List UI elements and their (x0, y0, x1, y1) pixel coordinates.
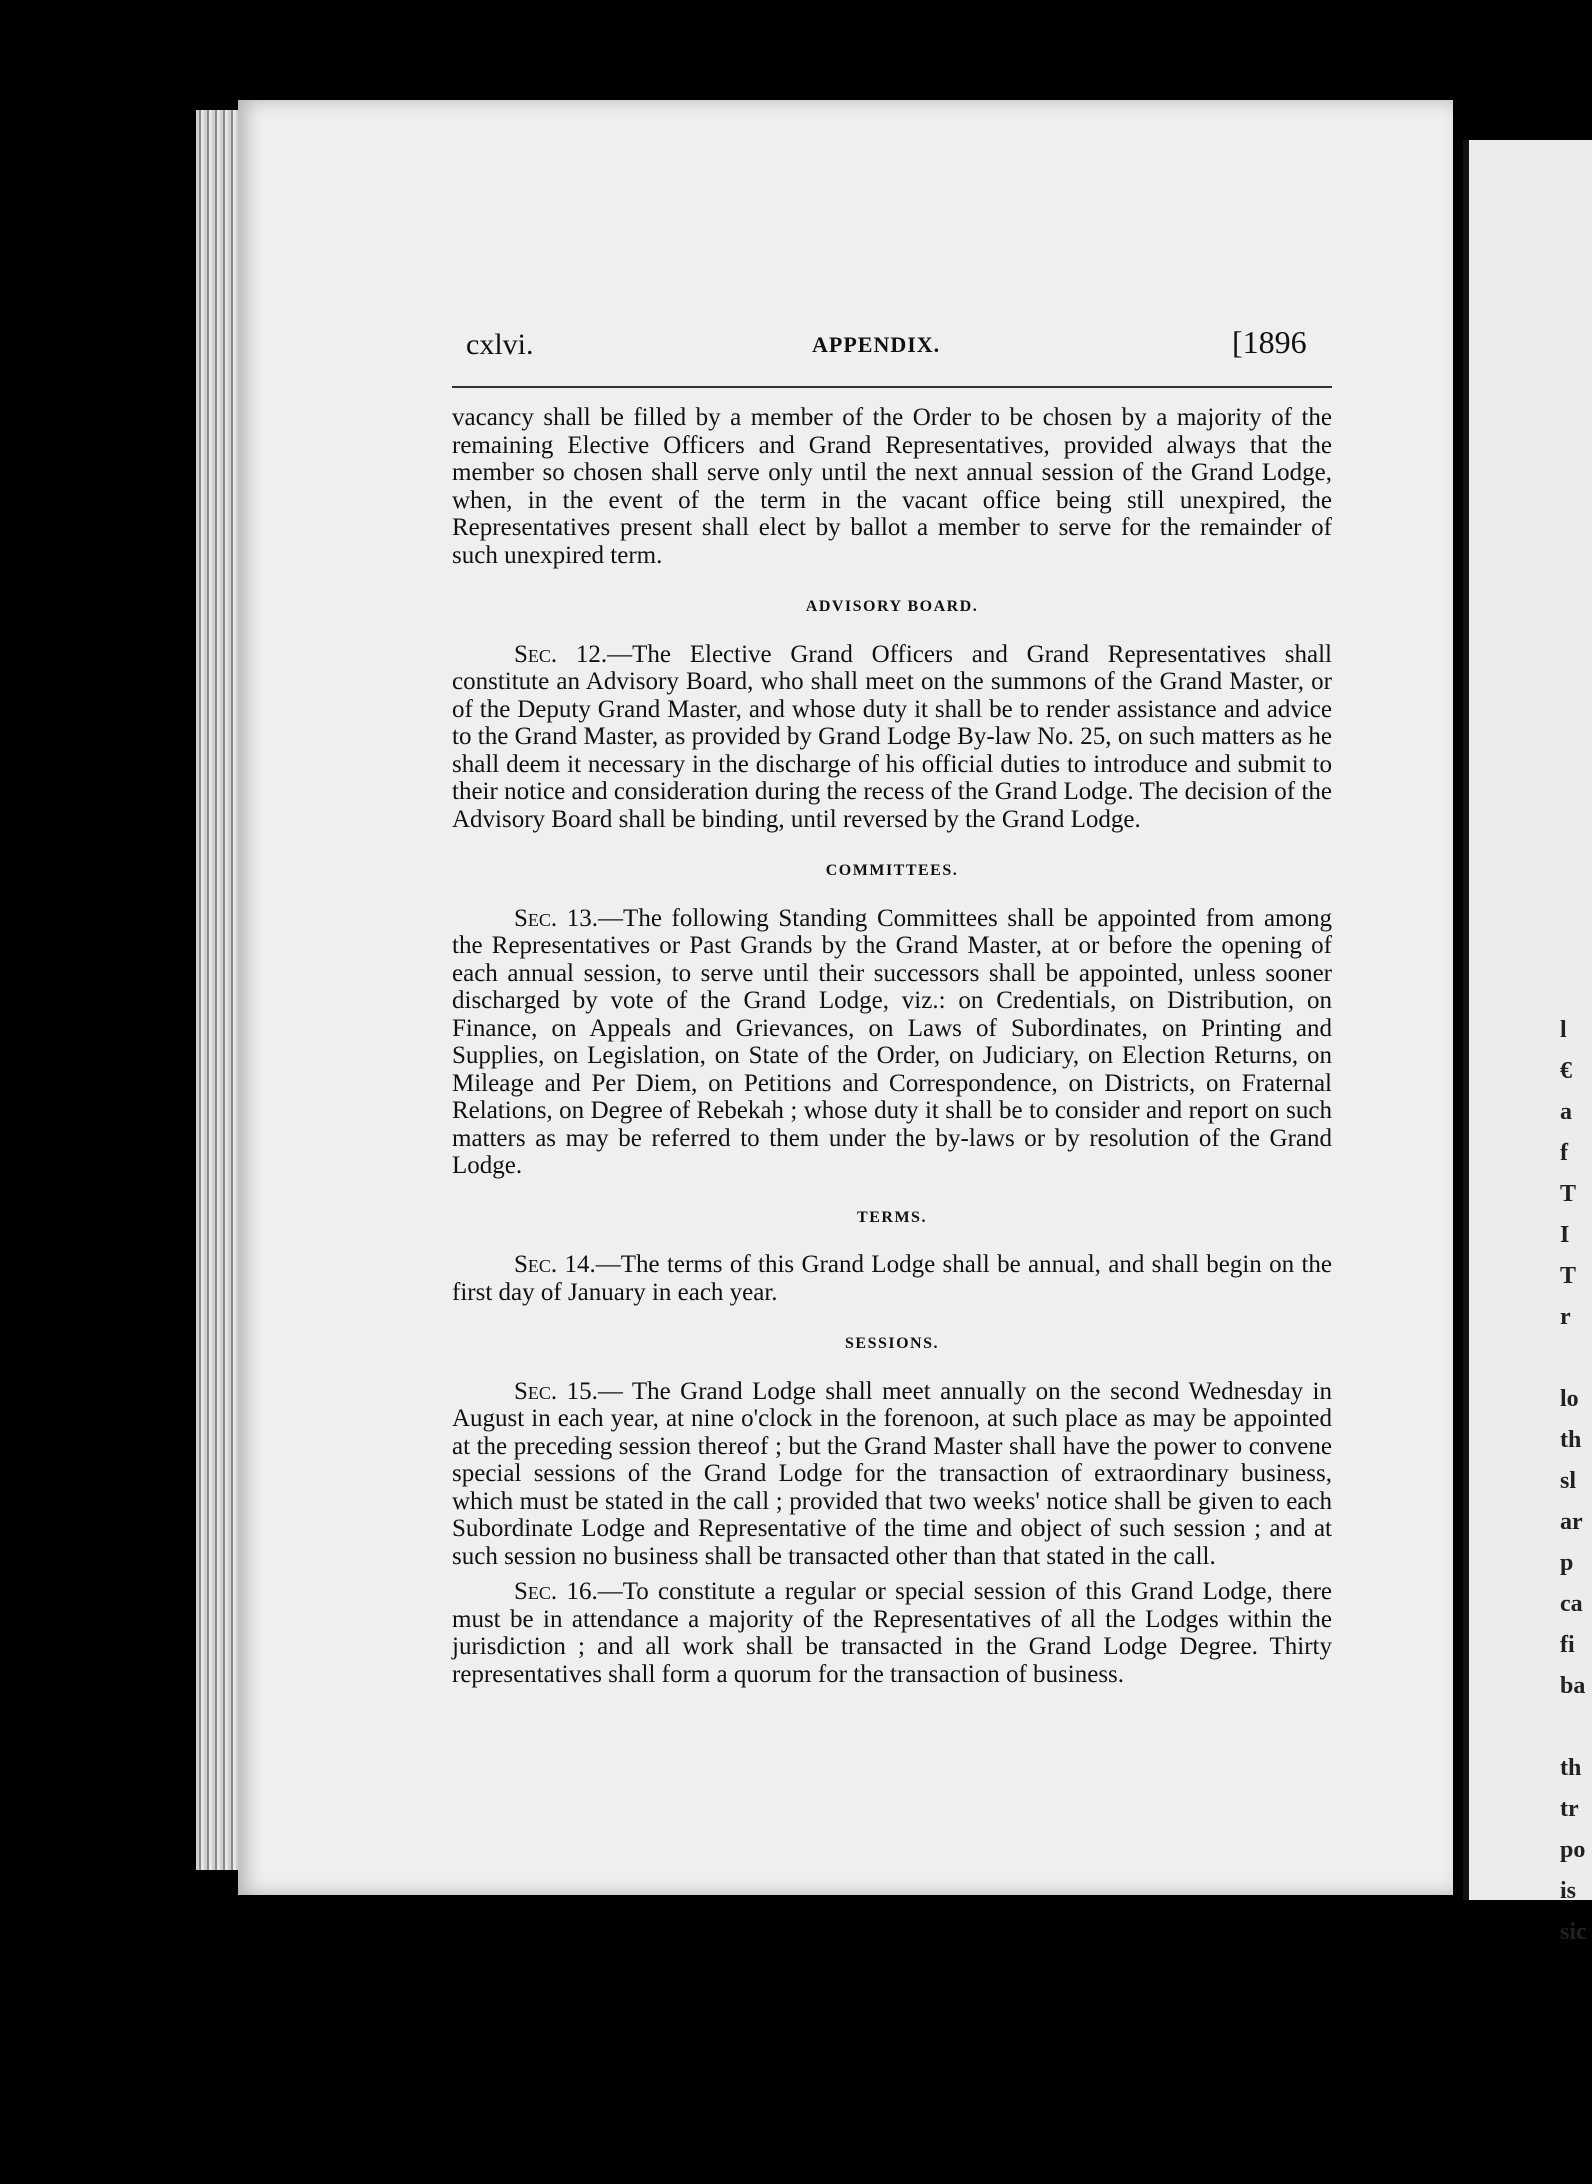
facing-page-text: l € a f T I T r lo th sl ar p ca fi ba th tr po is sic (1560, 1017, 1587, 1945)
section-label: Sec. 13. (514, 904, 599, 932)
section-text: —The following Standing Committees shall be appointed from among the Representatives or Past Grands by the Grand Master, at or before the opening of each annual session, to serve until their successors shall be appointed, unless sooner discharged by vote of the Grand Lodge, viz.: on Credentials, on Distribution, on Finance, on Appeals and Grievances, on Laws of Subordinates, on Printing and Supplies, on Legislation, on State of the Order, on Judiciary, on Election Returns, on Mileage and Per Diem, on Petitions and Correspondence, on Districts, on Fraternal Relations, on Degree of Rebekah ; whose duty it shall be to consider and report on such matters as may be referred to them under the by-laws or by resolution of the Grand Lodge. (452, 904, 1332, 1179)
section-text: —The terms of this Grand Lodge shall be annual, and shall begin on the first day of January in each year. (452, 1251, 1333, 1306)
section-heading: SESSIONS. (845, 1335, 939, 1352)
section-text: —To constitute a regular or special session of this Grand Lodge, there must be in attendance a majority of the Representatives of all the Lodges within the jurisdiction ; and all work shall be transacted in the Grand Lodge Degree. Thirty representatives shall form a quorum for the transaction of business. (452, 1578, 1332, 1688)
section-heading: TERMS. (857, 1208, 927, 1226)
page-content (452, 318, 1332, 1688)
year-marker: [1896 (1232, 324, 1307, 360)
section-label: Sec. 12. (514, 640, 608, 668)
header-rule (452, 386, 1332, 388)
section-paragraph (452, 1378, 1332, 1571)
body-text (452, 404, 1332, 1688)
continuation-paragraph: vacancy shall be filled by a member of the Order to be chosen by a majority of the remaining Elective Officers and Grand Representatives, provided always that the member so chosen shall serve only until the next annual session of the Grand Lodge, when, in the event of the term in the vacant office being still unexpired, the Representatives present shall elect by ballot a member to serve for the remainder of such unexpired term. (452, 404, 1332, 569)
section-text: —The Elective Grand Officers and Grand Representatives shall constitute an Advisory Board, who shall meet on the summons of the Grand Master, or of the Deputy Grand Master, and whose duty it shall be to render assistance and advice to the Grand Master, as provided by Grand Lodge By-law No. 25, on such matters as he shall deem it necessary in the discharge of his official duties to introduce and submit to their notice and consideration during the recess of the Grand Lodge. The decision of the Advisory Board shall be binding, until reversed by the Grand Lodge. (452, 640, 1333, 833)
section-heading: ADVISORY BOARD. (805, 598, 979, 615)
section-paragraph (452, 1578, 1332, 1688)
page-header (452, 318, 1332, 364)
section-label: Sec. 16. (514, 1578, 598, 1605)
section-paragraph (452, 905, 1332, 1180)
section-paragraph (452, 641, 1332, 834)
running-head: APPENDIX. (812, 332, 941, 357)
section-paragraph (452, 1251, 1332, 1306)
folio: cxlvi. (466, 328, 534, 361)
section-label: Sec. 15. (514, 1377, 598, 1405)
section-label: Sec. 14. (514, 1251, 596, 1278)
section-text: — The Grand Lodge shall meet annually on the second Wednesday in August in each year, at nine o'clock in the forenoon, at such place as may be appointed at the preceding session thereof ; but the Grand Master shall have the power to convene special sessions of the Grand Lodge for the transaction of extraordinary business, which must be stated in the call ; provided that two weeks' notice shall be given to each Subordinate Lodge and Representative of the time and object of such session ; and at such session no business shall be transacted other than that stated in the call. (452, 1377, 1332, 1570)
section-heading: COMMITTEES. (825, 862, 959, 879)
